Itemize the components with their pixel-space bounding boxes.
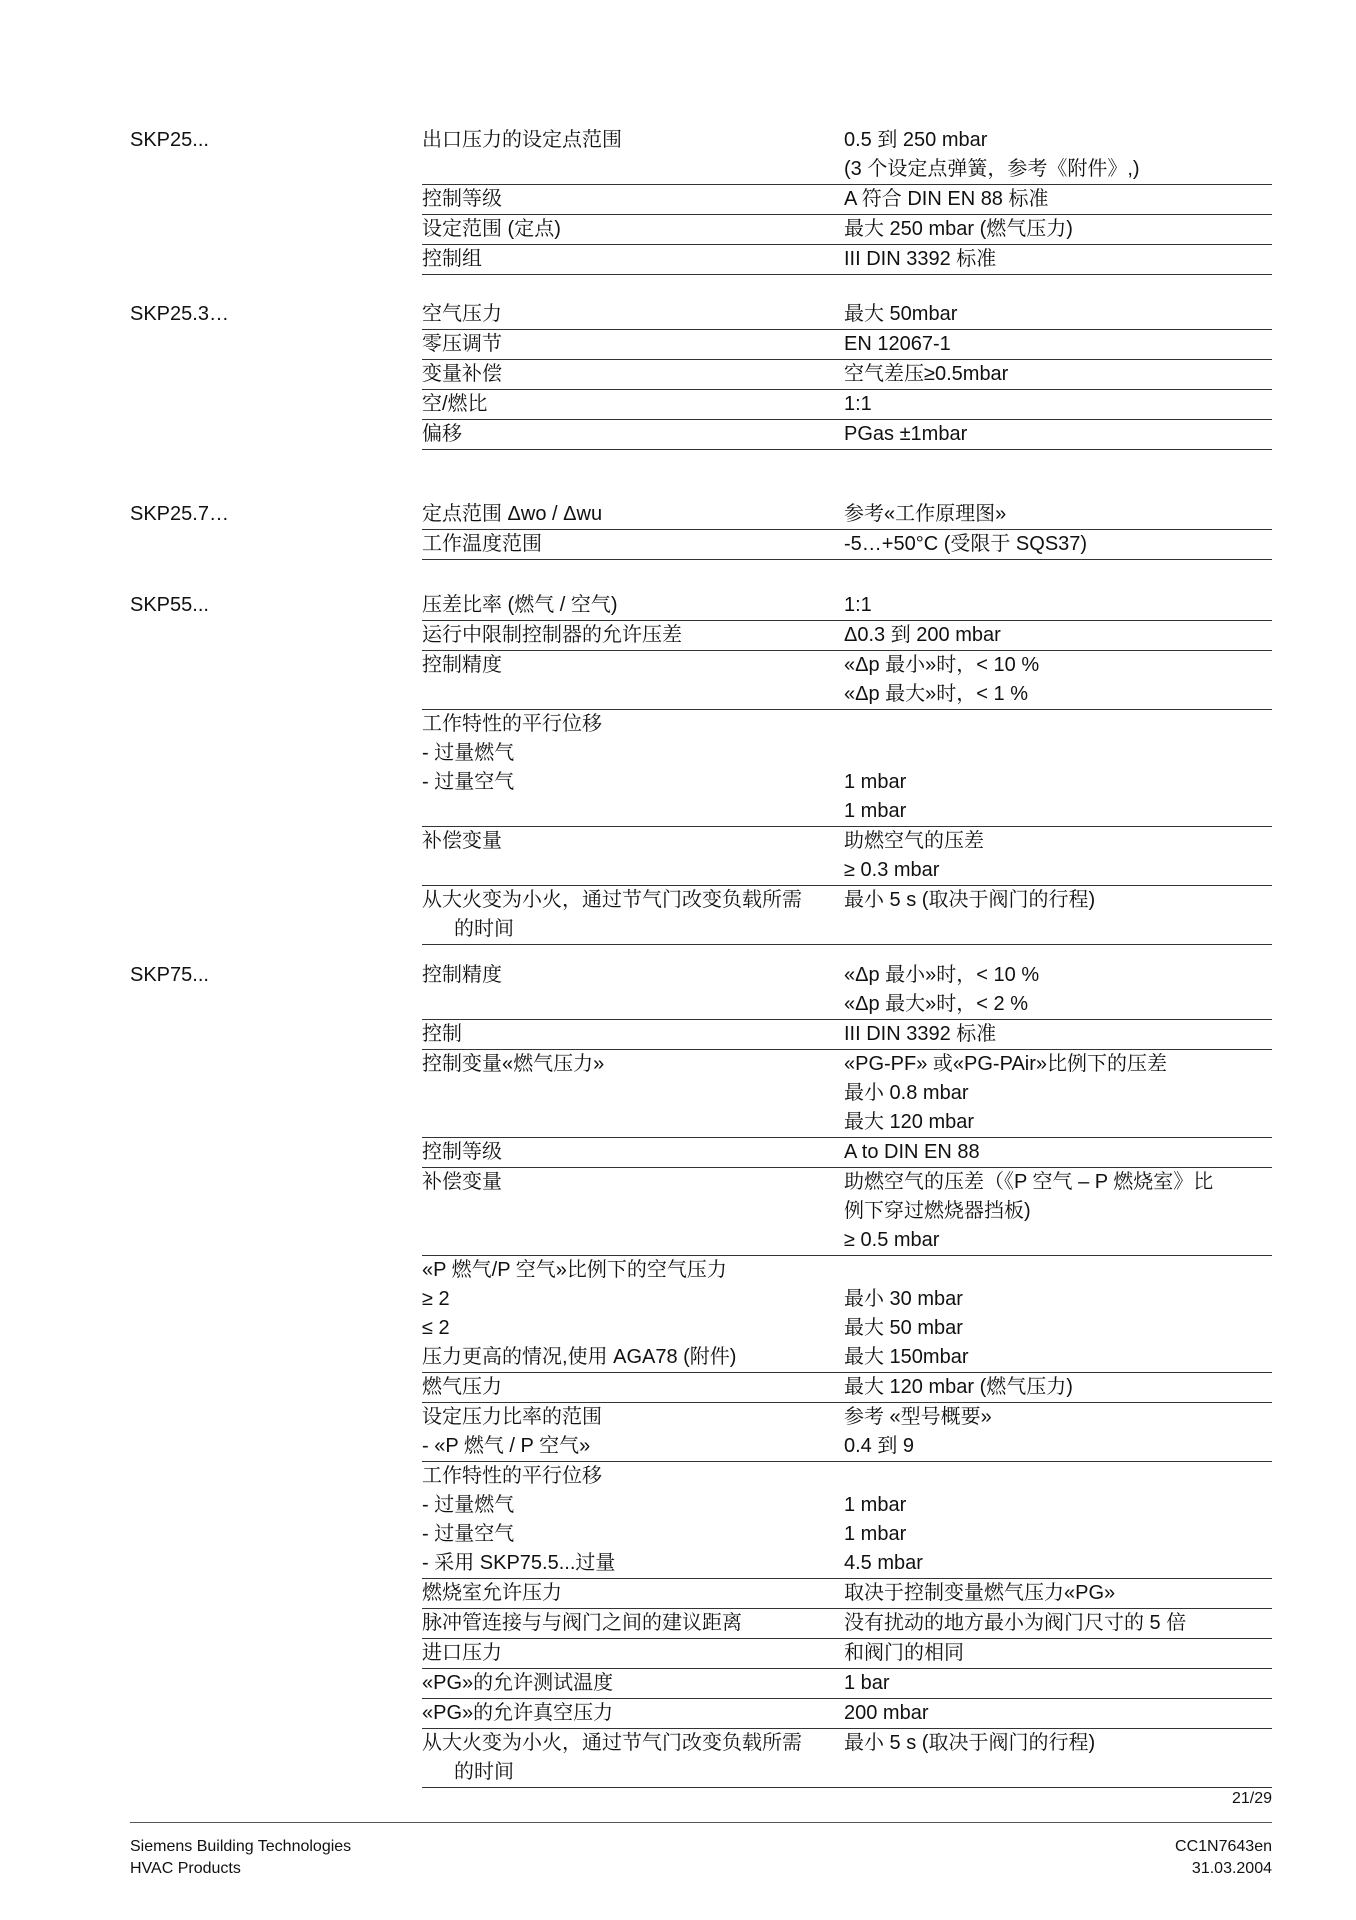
spec-value (844, 1403, 1272, 1461)
spec-row (422, 420, 1272, 450)
spec-label-line: 出口压力的设定点范围 (422, 129, 622, 151)
spec-value-line: 最小 30 mbar (844, 1288, 963, 1310)
footer-division: HVAC Products (130, 1860, 241, 1877)
spec-value-line: III DIN 3392 标准 (844, 1023, 997, 1045)
spec-row (422, 1020, 1272, 1050)
spec-value-line: EN 12067-1 (844, 333, 951, 355)
spec-label-line: 变量补偿 (422, 363, 502, 385)
spec-value-line: 最大 50 mbar (844, 1317, 963, 1339)
spec-label (422, 1699, 844, 1728)
spec-label (422, 1729, 844, 1787)
spec-value (844, 360, 1272, 389)
spec-label-line: 控制等级 (422, 188, 502, 210)
spec-label-line: 空气压力 (422, 303, 502, 325)
spec-label (422, 1669, 844, 1698)
spec-row (422, 1462, 1272, 1579)
spec-value-line: 最大 120 mbar (燃气压力) (844, 1376, 1073, 1398)
spec-row (422, 1699, 1272, 1729)
section-model-name: SKP25.3… (130, 303, 229, 325)
spec-row (422, 530, 1272, 560)
spec-label-line: - «P 燃气 / P 空气» (422, 1435, 591, 1457)
spec-value (844, 500, 1272, 529)
spec-label (422, 591, 844, 620)
footer-divider (130, 1822, 1272, 1823)
spec-row (422, 215, 1272, 245)
spec-label-line: 工作特性的平行位移 (422, 1465, 602, 1487)
spec-row (422, 1168, 1272, 1256)
spec-row (422, 360, 1272, 390)
spec-row (422, 1138, 1272, 1168)
spec-label-line: 脉冲管连接与与阀门之间的建议距离 (422, 1612, 742, 1634)
section-model-name: SKP25.7… (130, 503, 229, 525)
spec-label (422, 1403, 844, 1461)
spec-value (844, 330, 1272, 359)
section-model-name: SKP55... (130, 594, 209, 616)
spec-label-line: 压差比率 (燃气 / 空气) (422, 594, 618, 616)
spec-label-line: 零压调节 (422, 333, 502, 355)
spec-row (422, 1669, 1272, 1699)
spec-value (844, 215, 1272, 244)
spec-row (422, 961, 1272, 1020)
spec-label-line: 控制等级 (422, 1141, 502, 1163)
spec-label-line (422, 1108, 844, 1137)
spec-value (844, 1138, 1272, 1167)
spec-row (422, 500, 1272, 530)
section-model-name: SKP75... (130, 964, 209, 986)
spec-label (422, 1579, 844, 1608)
spec-row (422, 1403, 1272, 1462)
spec-value-line: 1:1 (844, 594, 872, 616)
spec-value-line: Δ0.3 到 200 mbar (844, 624, 1001, 646)
spec-label-line (422, 155, 844, 184)
spec-value-line (844, 915, 1272, 944)
spec-value-line: (3 个设定点弹簧，参考《附件》,) (844, 158, 1140, 180)
spec-value (844, 1050, 1272, 1137)
spec-label (422, 300, 844, 329)
spec-label (422, 1462, 844, 1578)
spec-value-line: 1:1 (844, 393, 872, 415)
spec-value-line: «Δp 最小»时，< 10 % (844, 964, 1040, 986)
spec-label (422, 1609, 844, 1638)
spec-value (844, 1609, 1272, 1638)
spec-label-line: ≥ 2 (422, 1288, 450, 1310)
spec-table (422, 126, 1272, 275)
spec-row (422, 651, 1272, 710)
spec-table (422, 591, 1272, 945)
spec-value-line: 助燃空气的压差 (844, 830, 984, 852)
spec-value (844, 591, 1272, 620)
spec-value-line: ≥ 0.3 mbar (844, 859, 940, 881)
spec-label-line: 进口压力 (422, 1642, 502, 1664)
spec-label (422, 390, 844, 419)
spec-label (422, 886, 844, 944)
spec-value-line: 最小 5 s (取决于阀门的行程) (844, 1732, 1096, 1754)
spec-value (844, 1373, 1272, 1402)
spec-label (422, 185, 844, 214)
spec-row (422, 710, 1272, 827)
spec-label-line: 控制精度 (422, 964, 502, 986)
spec-label-line: 工作温度范围 (422, 533, 542, 555)
spec-value (844, 1729, 1272, 1787)
spec-label (422, 651, 844, 709)
spec-row (422, 1639, 1272, 1669)
spec-value (844, 886, 1272, 944)
spec-value (844, 827, 1272, 885)
spec-row (422, 390, 1272, 420)
spec-label (422, 1373, 844, 1402)
spec-label-line: 控制变量«燃气压力» (422, 1053, 605, 1075)
spec-label-line: 从大火变为小火，通过节气门改变负载所需 (422, 889, 802, 911)
spec-label-line: - 过量空气 (422, 771, 515, 793)
spec-label-line: 运行中限制控制器的允许压差 (422, 624, 682, 646)
spec-row (422, 1609, 1272, 1639)
spec-value-line: 最大 120 mbar (844, 1111, 975, 1133)
spec-value (844, 621, 1272, 650)
spec-label-line: 控制 (422, 1023, 462, 1045)
spec-value (844, 245, 1272, 274)
spec-label-line: - 过量空气 (422, 1523, 515, 1545)
spec-label (422, 215, 844, 244)
spec-value (844, 1669, 1272, 1698)
spec-value-line (844, 739, 1272, 768)
footer-company: Siemens Building Technologies (130, 1838, 352, 1855)
spec-label-line: 控制组 (422, 248, 482, 270)
spec-value-line: 没有扰动的地方最小为阀门尺寸的 5 倍 (844, 1612, 1187, 1634)
spec-label-line: 压力更高的情况,使用 AGA78 (附件) (422, 1346, 737, 1368)
spec-label-line: 从大火变为小火，通过节气门改变负载所需 (422, 1732, 802, 1754)
spec-value-line: A 符合 DIN EN 88 标准 (844, 188, 1049, 210)
spec-label-line: 设定范围 (定点) (422, 218, 561, 240)
spec-value (844, 300, 1272, 329)
spec-label (422, 245, 844, 274)
spec-value (844, 390, 1272, 419)
spec-value-line: «PG-PF» 或«PG-PAir»比例下的压差 (844, 1053, 1168, 1075)
spec-row (422, 245, 1272, 275)
spec-label-line: 的时间 (454, 918, 514, 940)
spec-value-line: 最小 0.8 mbar (844, 1082, 969, 1104)
spec-label-line: «P 燃气/P 空气»比例下的空气压力 (422, 1259, 727, 1281)
spec-value-line: 0.5 到 250 mbar (844, 129, 988, 151)
spec-value (844, 1639, 1272, 1668)
spec-label (422, 710, 844, 826)
spec-value-line: «Δp 最大»时，< 1 % (844, 683, 1028, 705)
spec-label-line (422, 1226, 844, 1255)
spec-value-line (844, 1462, 1272, 1491)
spec-value (844, 185, 1272, 214)
spec-value (844, 1256, 1272, 1372)
spec-label-line: 补偿变量 (422, 1171, 502, 1193)
spec-label (422, 500, 844, 529)
spec-row (422, 300, 1272, 330)
spec-row (422, 1579, 1272, 1609)
spec-value-line: PGas ±1mbar (844, 423, 968, 445)
spec-value-line: ≥ 0.5 mbar (844, 1229, 940, 1251)
spec-label (422, 1168, 844, 1255)
spec-label-line (422, 856, 844, 885)
spec-value-line: -5…+50°C (受限于 SQS37) (844, 533, 1088, 555)
spec-label-line: - 过量燃气 (422, 742, 515, 764)
spec-label (422, 360, 844, 389)
spec-value-line (844, 1758, 1272, 1787)
spec-value-line: 1 mbar (844, 771, 907, 793)
spec-label (422, 330, 844, 359)
spec-label-line: 偏移 (422, 423, 462, 445)
spec-label-line: 的时间 (454, 1761, 514, 1783)
spec-label (422, 1138, 844, 1167)
spec-label-line (422, 990, 844, 1019)
spec-value-line: 1 mbar (844, 1523, 907, 1545)
spec-value (844, 1699, 1272, 1728)
spec-value-line: 200 mbar (844, 1702, 929, 1724)
spec-value (844, 710, 1272, 826)
footer-date: 31.03.2004 (1191, 1860, 1272, 1877)
spec-label-line: 工作特性的平行位移 (422, 713, 602, 735)
spec-label-line: 燃气压力 (422, 1376, 502, 1398)
spec-label (422, 827, 844, 885)
spec-value-line: 和阀门的相同 (844, 1642, 964, 1664)
spec-value-line: 最大 150mbar (844, 1346, 969, 1368)
spec-value-line: 1 mbar (844, 800, 907, 822)
spec-row (422, 591, 1272, 621)
spec-row (422, 886, 1272, 945)
spec-label-line: 设定压力比率的范围 (422, 1406, 602, 1428)
spec-row (422, 827, 1272, 886)
spec-label-line (422, 1079, 844, 1108)
spec-value-line: 参考«工作原理图» (844, 503, 1007, 525)
spec-value (844, 1579, 1272, 1608)
spec-label (422, 1256, 844, 1372)
spec-label-line: «PG»的允许真空压力 (422, 1702, 614, 1724)
spec-table (422, 961, 1272, 1788)
spec-label-line: 燃烧室允许压力 (422, 1582, 562, 1604)
spec-table (422, 500, 1272, 560)
spec-label-line (422, 680, 844, 709)
spec-value-line: 空气差压≥0.5mbar (844, 363, 1009, 385)
spec-row (422, 1373, 1272, 1403)
section-model-name: SKP25... (130, 129, 209, 151)
spec-value-line: 参考 «型号概要» (844, 1406, 992, 1428)
spec-label (422, 420, 844, 449)
spec-value-line: 4.5 mbar (844, 1552, 923, 1574)
spec-label (422, 530, 844, 559)
spec-row (422, 330, 1272, 360)
spec-label-line (422, 1197, 844, 1226)
spec-label-line: 定点范围 Δwo / Δwu (422, 503, 603, 525)
spec-value (844, 420, 1272, 449)
spec-label (422, 1050, 844, 1137)
spec-value (844, 651, 1272, 709)
spec-value-line: «Δp 最小»时，< 10 % (844, 654, 1040, 676)
spec-value-line (844, 1256, 1272, 1285)
spec-value (844, 1020, 1272, 1049)
spec-label-line (422, 797, 844, 826)
spec-value-line: 1 mbar (844, 1494, 907, 1516)
spec-label (422, 126, 844, 184)
spec-value-line (844, 710, 1272, 739)
spec-row (422, 621, 1272, 651)
spec-row (422, 185, 1272, 215)
spec-row (422, 126, 1272, 185)
spec-label (422, 961, 844, 1019)
spec-row (422, 1256, 1272, 1373)
spec-label (422, 1639, 844, 1668)
spec-label-line: 控制精度 (422, 654, 502, 676)
spec-label (422, 1020, 844, 1049)
spec-value-line: 助燃空气的压差（《P 空气 – P 燃烧室》比 (844, 1171, 1214, 1193)
spec-label (422, 621, 844, 650)
footer-doc-code: CC1N7643en (1175, 1838, 1272, 1855)
spec-value-line: 最小 5 s (取决于阀门的行程) (844, 889, 1096, 911)
page-number: 21/29 (1231, 1790, 1272, 1807)
spec-value (844, 1462, 1272, 1578)
spec-table (422, 300, 1272, 450)
spec-value-line: 最大 50mbar (844, 303, 958, 325)
spec-value-line: III DIN 3392 标准 (844, 248, 997, 270)
spec-value-line: A to DIN EN 88 (844, 1141, 980, 1163)
spec-value (844, 530, 1272, 559)
spec-row (422, 1729, 1272, 1788)
spec-value-line: «Δp 最大»时，< 2 % (844, 993, 1028, 1015)
spec-row (422, 1050, 1272, 1138)
spec-label-line: 补偿变量 (422, 830, 502, 852)
spec-label-line: 空/燃比 (422, 393, 488, 415)
spec-value-line: 1 bar (844, 1672, 890, 1694)
spec-value (844, 1168, 1272, 1255)
spec-value (844, 126, 1272, 184)
spec-value-line: 最大 250 mbar (燃气压力) (844, 218, 1073, 240)
spec-value-line: 取决于控制变量燃气压力«PG» (844, 1582, 1116, 1604)
spec-value-line: 0.4 到 9 (844, 1435, 915, 1457)
spec-value-line: 例下穿过燃烧器挡板) (844, 1200, 1031, 1222)
spec-label-line: «PG»的允许测试温度 (422, 1672, 614, 1694)
spec-value (844, 961, 1272, 1019)
spec-label-line: - 过量燃气 (422, 1494, 515, 1516)
spec-label-line: ≤ 2 (422, 1317, 450, 1339)
spec-label-line: - 采用 SKP75.5...过量 (422, 1552, 616, 1574)
